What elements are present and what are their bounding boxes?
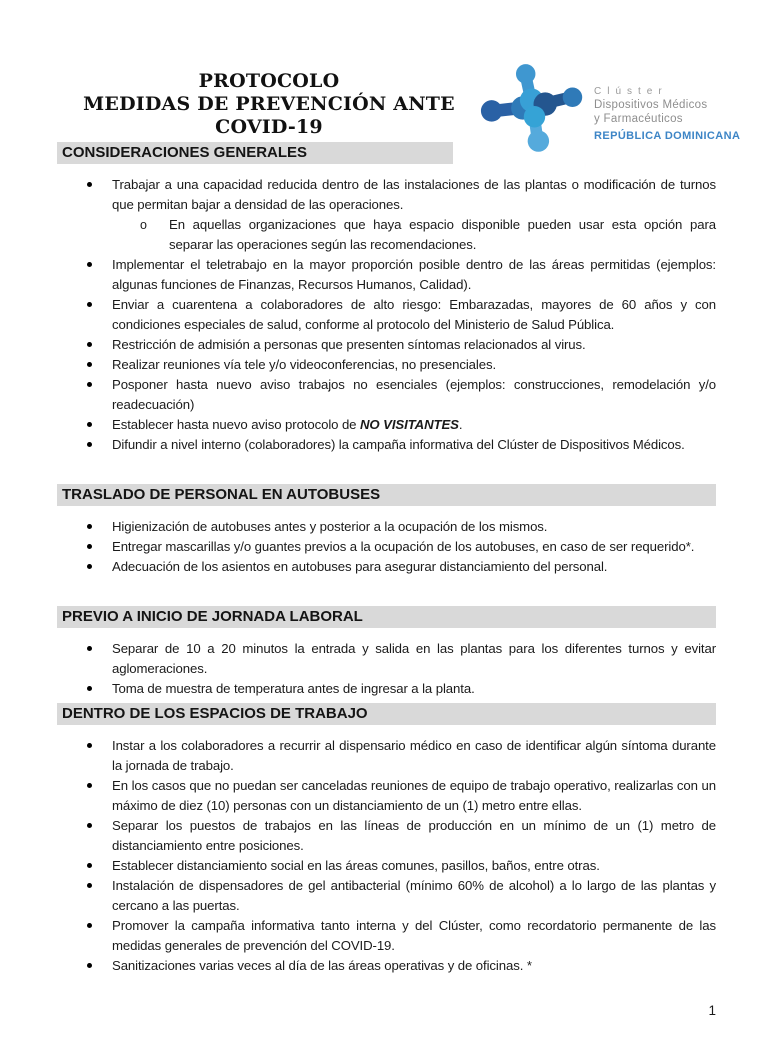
bullet-item: Entregar mascarillas y/o guantes previos a la ocupación de los autobuses, en caso de ser requerido*. xyxy=(57,537,716,557)
section-heading: TRASLADO DE PERSONAL EN AUTOBUSES xyxy=(57,484,716,506)
bullet-item: Establecer distanciamiento social en las áreas comunes, pasillos, baños, entre otras. xyxy=(57,856,716,876)
bullet-item: Establecer hasta nuevo aviso protocolo de NO VISITANTES. xyxy=(57,415,716,435)
logo-line-medical-devices: Dispositivos Médicos xyxy=(594,99,708,111)
section xyxy=(57,484,716,577)
bullet-item: Instalación de dispensadores de gel antibacterial (mínimo 60% de alcohol) a lo largo de las plantas y cercano a las puertas. xyxy=(57,876,716,916)
bullet-list xyxy=(57,639,716,699)
bullet-list xyxy=(57,175,716,455)
bullet-item: Separar los puestos de trabajos en las líneas de producción en un mínimo de un (1) metro de distanciamiento entre posiciones. xyxy=(57,816,716,856)
bullet-item: Adecuación de los asientos en autobuses para asegurar distanciamiento del personal. xyxy=(57,557,716,577)
bullet-item: En los casos que no puedan ser canceladas reuniones de equipo de trabajo operativo, realizarlas con un máximo de diez (10) personas con un distanciamiento de un (1) metro entre ellas. xyxy=(57,776,716,816)
bullet-item: Higienización de autobuses antes y posterior a la ocupación de los mismos. xyxy=(57,517,716,537)
bullet-item: Promover la campaña informativa tanto interna y del Clúster, como recordatorio permanente de las medidas generales de prevención del COVID-19. xyxy=(57,916,716,956)
logo-line-pharma: y Farmacéuticos xyxy=(594,113,683,125)
bullet-item: Restricción de admisión a personas que presenten síntomas relacionados al virus. xyxy=(57,335,716,355)
bullet-item: Instar a los colaboradores a recurrir al dispensario médico en caso de identificar algún síntoma durante la jornada de trabajo. xyxy=(57,736,716,776)
section-heading: DENTRO DE LOS ESPACIOS DE TRABAJO xyxy=(57,703,716,725)
bullet-item: Realizar reuniones vía tele y/o videoconferencias, no presenciales. xyxy=(57,355,716,375)
sub-bullet-item: o En aquellas organizaciones que haya espacio disponible pueden usar esta opción para separar las operaciones según las recomendaciones. xyxy=(57,215,716,255)
bullet-item: Toma de muestra de temperatura antes de ingresar a la planta. xyxy=(57,679,716,699)
section xyxy=(57,703,716,976)
bullet-list xyxy=(57,517,716,577)
emphasized-text: NO VISITANTES xyxy=(360,417,459,432)
page-number: 1 xyxy=(708,1003,716,1018)
title-line-1: PROTOCOLO xyxy=(198,70,340,92)
bullet-list xyxy=(57,736,716,976)
section xyxy=(57,142,716,455)
bullet-item: Enviar a cuarentena a colaboradores de alto riesgo: Embarazadas, mayores de 60 años y con condiciones especiales de salud, conforme al protocolo del Ministerio de Salud Pública. xyxy=(57,295,716,335)
bullet-item: Implementar el teletrabajo en la mayor proporción posible dentro de las áreas permitidas (ejemplos: algunas funciones de Finanzas, Recursos Humanos, Calidad). xyxy=(57,255,716,295)
section-heading: CONSIDERACIONES GENERALES xyxy=(57,142,453,164)
section-heading: PREVIO A INICIO DE JORNADA LABORAL xyxy=(57,606,716,628)
bullet-item: Sanitizaciones varias veces al día de las áreas operativas y de oficinas. * xyxy=(57,956,716,976)
logo-text-block xyxy=(594,86,740,143)
section xyxy=(57,606,716,699)
title-line-2: MEDIDAS DE PREVENCIÓN ANTE COVID-19 xyxy=(83,93,455,138)
bullet-item: Separar de 10 a 20 minutos la entrada y salida en las plantas para los diferentes turnos y evitar aglomeraciones. xyxy=(57,639,716,679)
document-title xyxy=(57,70,481,139)
bullet-item: Difundir a nivel interno (colaboradores) la campaña informativa del Clúster de Dispositivos Médicos. xyxy=(57,435,716,455)
document-body xyxy=(57,142,716,976)
logo-country: REPÚBLICA DOMINICANA xyxy=(594,130,741,142)
bullet-item: Trabajar a una capacidad reducida dentro de las instalaciones de las plantas o modificación de turnos que permitan bajar a densidad de las operaciones. xyxy=(57,175,716,215)
logo-wordmark: Clúster xyxy=(594,86,668,97)
bullet-item: Posponer hasta nuevo aviso trabajos no esenciales (ejemplos: construcciones, remodelación y/o readecuación) xyxy=(57,375,716,415)
